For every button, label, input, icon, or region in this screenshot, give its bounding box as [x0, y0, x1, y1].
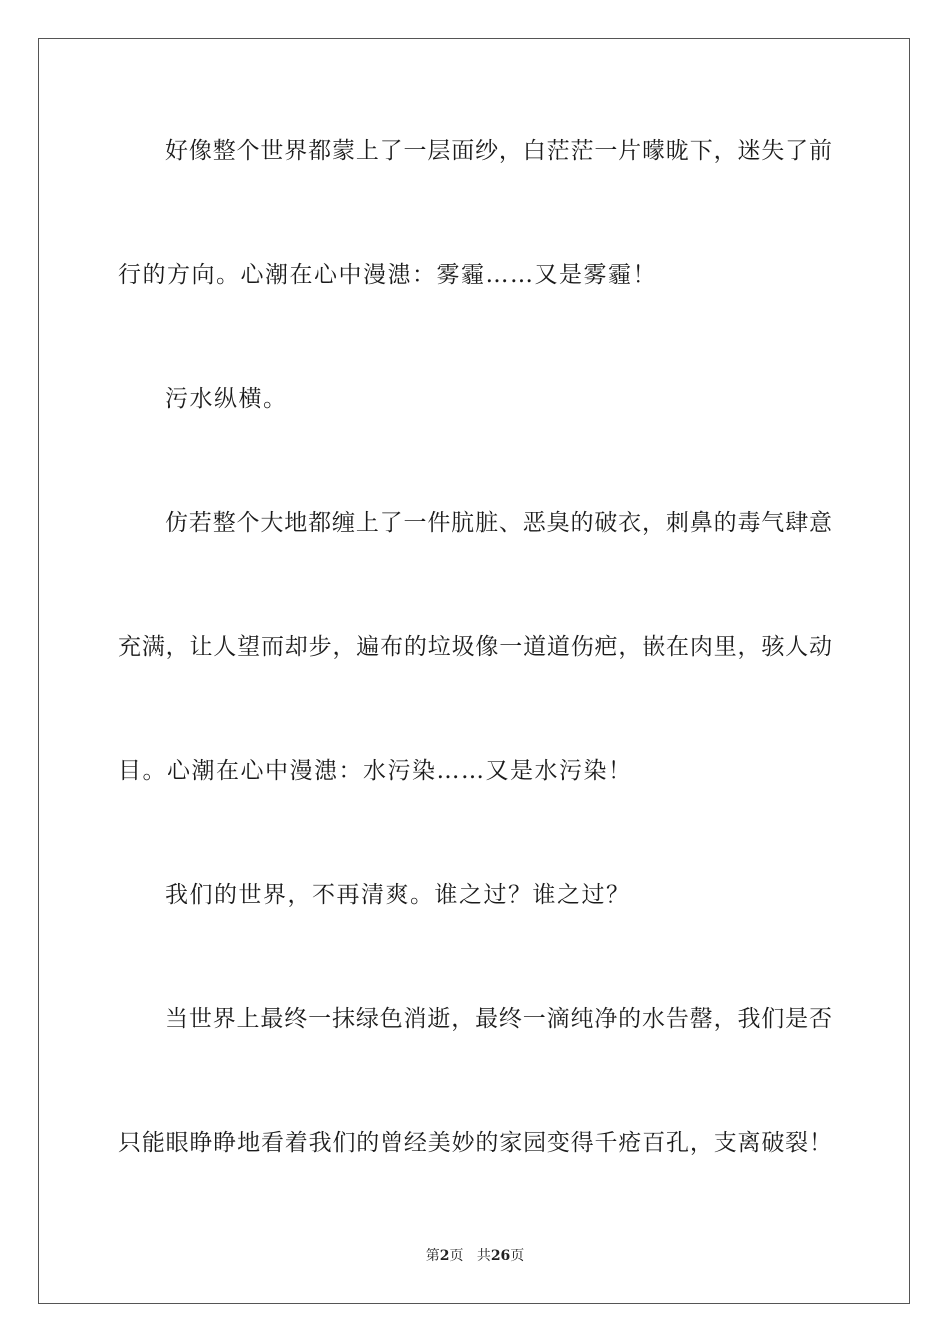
page-footer [0, 1246, 950, 1266]
total-prefix: 共 [476, 1248, 491, 1264]
paragraph-3-line-1: 仿若整个大地都缠上了一件肮脏、恶臭的破衣，刺鼻的毒气肆意 [165, 510, 832, 536]
page-border [38, 38, 910, 1304]
page-suffix: 页 [449, 1248, 464, 1264]
total-suffix: 页 [510, 1248, 525, 1264]
total-pages: 26 [490, 1248, 511, 1264]
paragraph-3-line-2: 充满，让人望而却步，遍布的垃圾像一道道伤疤，嵌在肉里，骇人动 [118, 634, 832, 660]
paragraph-4-line-1: 我们的世界，不再清爽。谁之过？谁之过？ [165, 882, 631, 908]
paragraph-3-line-3: 目。心潮在心中漫漶：水污染……又是水污染！ [118, 758, 633, 784]
paragraph-5-line-1: 当世界上最终一抹绿色消逝，最终一滴纯净的水告罄，我们是否 [165, 1006, 832, 1032]
page-prefix: 第 [425, 1248, 440, 1264]
paragraph-1-line-1: 好像整个世界都蒙上了一层面纱，白茫茫一片曚昽下，迷失了前 [165, 138, 832, 164]
paragraph-5-line-2: 只能眼睁睁地看着我们的曾经美妙的家园变得千疮百孔，支离破裂！ [118, 1130, 832, 1156]
paragraph-1-line-2: 行的方向。心潮在心中漫漶：雾霾……又是雾霾！ [118, 262, 657, 288]
page-number: 2 [439, 1248, 450, 1264]
paragraph-2-line-1: 污水纵横。 [165, 386, 288, 412]
